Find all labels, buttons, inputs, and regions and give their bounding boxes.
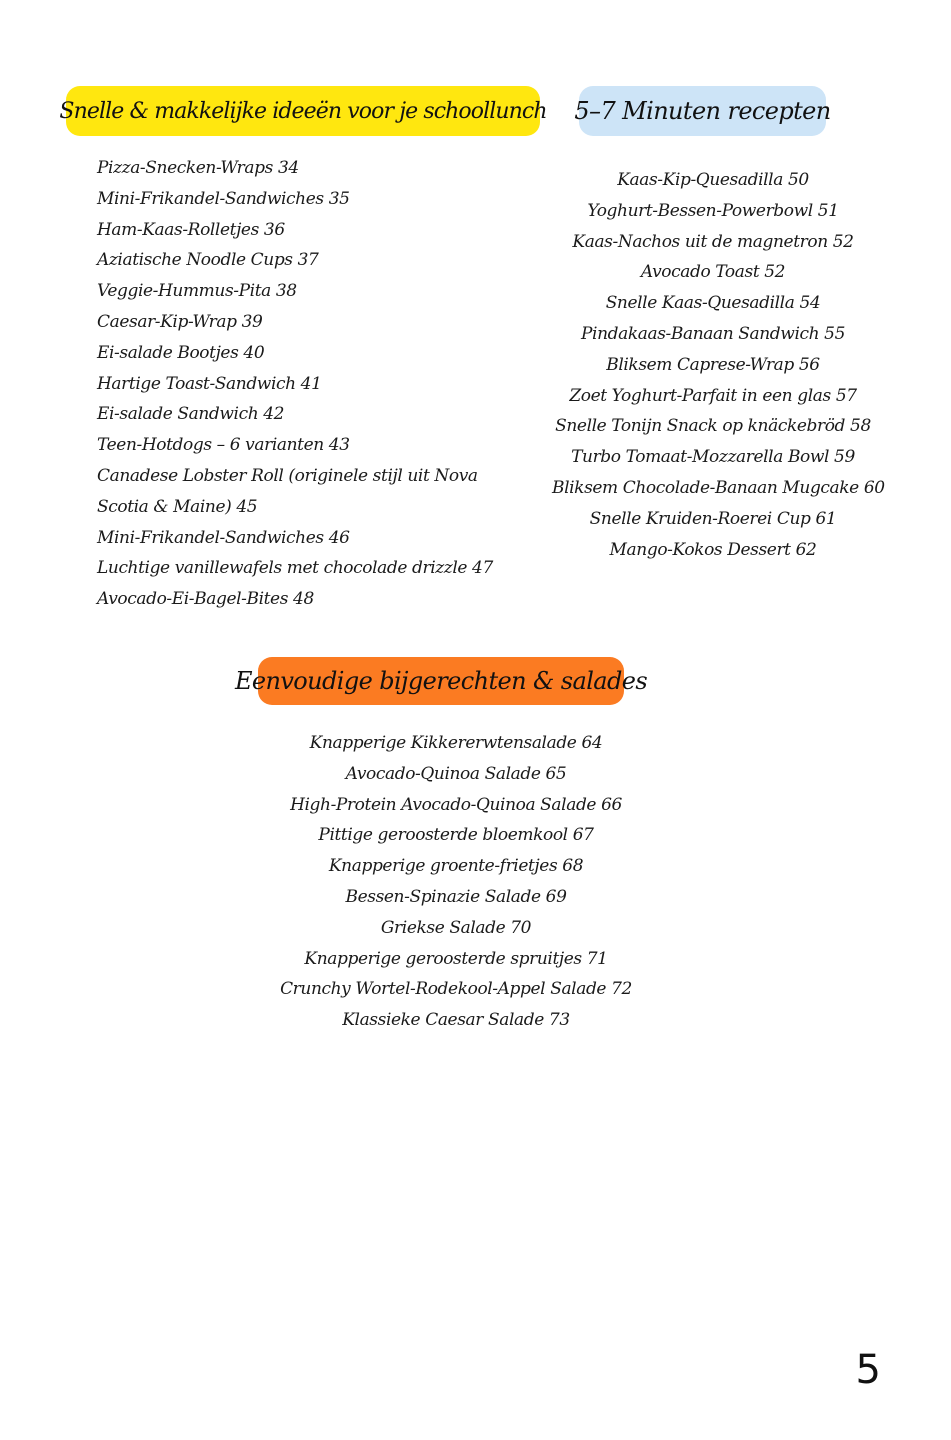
section-title-side-dishes: Eenvoudige bijgerechten & salades — [258, 657, 624, 705]
list-item[interactable]: Pindakaas-Banaan Sandwich 55 — [581, 323, 845, 344]
list-item[interactable]: Pizza-Snecken-Wraps 34 — [97, 158, 299, 178]
side-dish-list — [280, 728, 632, 1036]
list-item[interactable]: Yoghurt-Bessen-Powerbowl 51 — [587, 200, 839, 221]
list-item[interactable]: Bliksem Chocolade-Banaan Mugcake 60 — [552, 477, 885, 498]
list-item[interactable]: Crunchy Wortel-Rodekool-Appel Salade 72 — [280, 979, 632, 1000]
list-item[interactable]: Ham-Kaas-Rolletjes 36 — [97, 219, 285, 240]
list-item[interactable]: Kaas-Nachos uit de magnetron 52 — [572, 231, 854, 252]
list-item[interactable]: Bliksem Caprese-Wrap 56 — [606, 354, 820, 375]
list-item[interactable]: Hartige Toast-Sandwich 41 — [97, 373, 322, 394]
list-item[interactable]: Kaas-Kip-Quesadilla 50 — [617, 170, 809, 190]
list-item[interactable]: Knapperige Kikkererwtensalade 64 — [309, 733, 603, 753]
list-item[interactable]: Snelle Kruiden-Roerei Cup 61 — [589, 508, 837, 529]
list-item[interactable]: Turbo Tomaat-Mozzarella Bowl 59 — [571, 447, 855, 468]
list-item[interactable]: Ei-salade Sandwich 42 — [97, 404, 285, 425]
list-item[interactable]: Luchtige vanillewafels met chocolade drizzle 47 — [97, 558, 493, 579]
section-title-lunch: Snelle & makkelijke ideeën voor je schoollunch — [66, 86, 540, 136]
list-item[interactable]: Knapperige groente-frietjes 68 — [328, 856, 584, 877]
list-item[interactable]: Avocado-Ei-Bagel-Bites 48 — [97, 589, 314, 610]
page-number: 5 — [855, 1347, 881, 1393]
list-item[interactable]: Aziatische Noodle Cups 37 — [97, 250, 319, 271]
list-item[interactable]: Zoet Yoghurt-Parfait in een glas 57 — [569, 385, 857, 406]
list-item[interactable]: Avocado-Quinoa Salade 65 — [345, 763, 567, 784]
list-item[interactable]: Mango-Kokos Dessert 62 — [609, 539, 817, 560]
list-item[interactable]: Bessen-Spinazie Salade 69 — [345, 886, 567, 907]
list-item[interactable]: Avocado Toast 52 — [640, 262, 786, 283]
list-item[interactable]: Griekse Salade 70 — [380, 917, 532, 938]
list-item[interactable]: Veggie-Hummus-Pita 38 — [97, 281, 297, 302]
list-item[interactable]: Ei-salade Bootjes 40 — [97, 342, 265, 363]
section-title-quick-recipes: 5–7 Minuten recepten — [579, 86, 826, 136]
list-item[interactable]: Snelle Tonijn Snack op knäckebröd 58 — [555, 416, 871, 437]
list-item[interactable]: Canadese Lobster Roll (originele stijl uit Nova Scotia & Maine) 45 — [97, 465, 478, 517]
lunch-recipe-list — [97, 153, 517, 615]
list-item[interactable]: Caesar-Kip-Wrap 39 — [97, 311, 263, 332]
list-item[interactable]: Knapperige geroosterde spruitjes 71 — [304, 948, 608, 969]
list-item[interactable]: Mini-Frikandel-Sandwiches 35 — [97, 188, 350, 209]
list-item[interactable]: Teen-Hotdogs – 6 varianten 43 — [97, 435, 350, 456]
list-item[interactable]: High-Protein Avocado-Quinoa Salade 66 — [290, 794, 622, 815]
list-item[interactable]: Pittige geroosterde bloemkool 67 — [318, 825, 594, 846]
quick-recipe-list — [552, 165, 885, 565]
list-item[interactable]: Mini-Frikandel-Sandwiches 46 — [97, 527, 350, 548]
list-item[interactable]: Snelle Kaas-Quesadilla 54 — [605, 293, 821, 314]
list-item[interactable]: Klassieke Caesar Salade 73 — [342, 1010, 570, 1031]
